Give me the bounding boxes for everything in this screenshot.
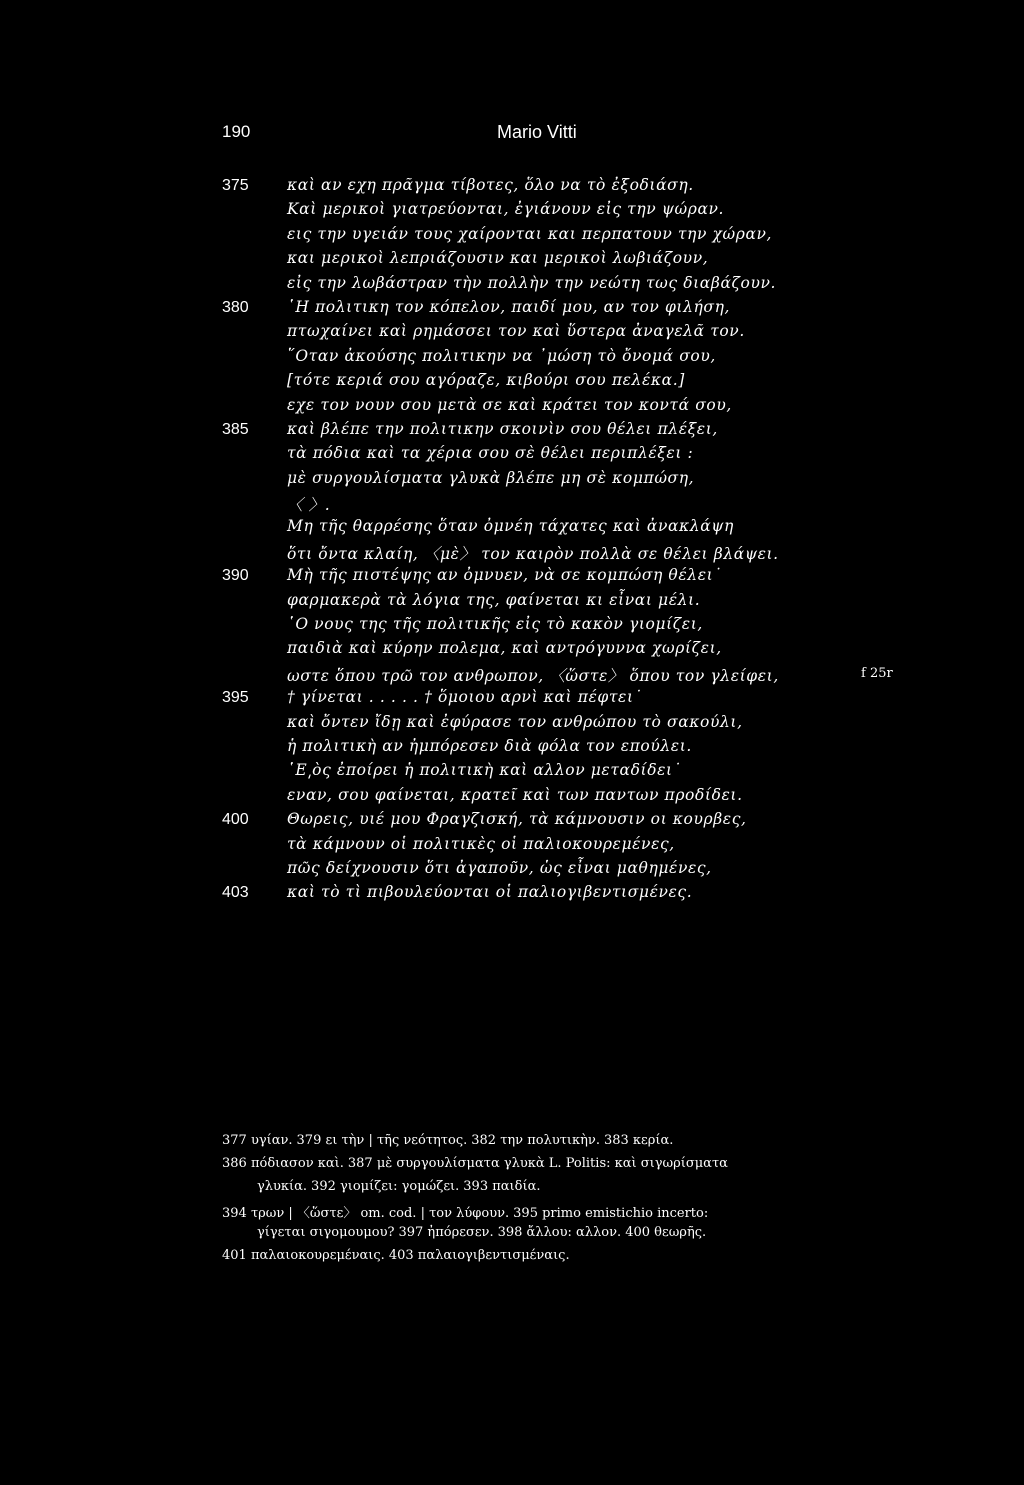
verse-text: εἰς την λωβάστραν τὴν πολλὴν την νεώτη τως διαβάζουν. — [287, 273, 777, 292]
verse-text: Θωρεις, υιέ μου Φραγζισκή, τὰ κάμνουσιν οι κουρβες, — [287, 810, 747, 829]
line-number: 385 — [222, 420, 249, 438]
verse-line — [0, 591, 1024, 615]
verse-text: καὶ αν εχη πρᾶγμα τίβοτες, ὅλο να τὸ ἐξοδιάση. — [287, 176, 694, 194]
verse-line — [0, 469, 1024, 493]
apparatus-entry: γλυκία. — [257, 1179, 308, 1194]
verse-text: ῾Η πολιτικη τον κόπελον, παιδί μου, αν τον φιλήση, — [287, 297, 730, 316]
verse-text: μὲ συργουλίσματα γλυκὰ βλέπε μη σὲ κομπώση, — [287, 468, 695, 487]
verse-line — [0, 200, 1024, 224]
verse-line — [0, 883, 1024, 907]
apparatus-entry: 403 παλαιογιβεντισμέναις. — [388, 1248, 570, 1263]
folio-marker: f 25r — [861, 665, 893, 681]
verse-text: καὶ ὄντεν ἴδῃ καὶ ἐφύρασε τον ανθρώπου τὸ σακούλι, — [287, 712, 743, 731]
apparatus-entry: 382 την πολυτικὴν. — [471, 1133, 600, 1148]
apparatus-entry: 387 μὲ συργουλίσματα γλυκὰ L. Politis: καὶ σιγωρίσματα — [347, 1156, 728, 1171]
verse-line — [0, 786, 1024, 810]
apparatus-entry: 392 γιομίζει: γομώζει. — [311, 1179, 460, 1194]
verse-text: ωστε ὅπου τρῶ τον ανθρωπον, 〈ὥστε〉 ὅπου τον γλείφει, — [287, 666, 779, 685]
verse-line — [0, 566, 1024, 590]
verse-line — [0, 444, 1024, 468]
verse-text: τὰ πόδια καὶ τα χέρια σου σὲ θέλει περιπλέξει : — [287, 444, 694, 463]
verse-line — [0, 225, 1024, 249]
apparatus-line — [222, 1202, 882, 1225]
line-number: 375 — [222, 177, 249, 194]
poem-text — [0, 176, 1024, 908]
verse-line — [0, 713, 1024, 737]
verse-line — [0, 810, 1024, 834]
verse-line — [0, 347, 1024, 371]
verse-line — [0, 835, 1024, 859]
verse-text: καὶ βλέπε την πολιτικην σκοινὶν σου θέλει πλέξει, — [287, 419, 718, 438]
line-number: 395 — [222, 689, 249, 707]
verse-text: εις την υγειάν τους χαίρονται και περπατουν την χώραν, — [287, 224, 773, 243]
verse-line — [0, 274, 1024, 298]
line-number: 400 — [222, 811, 249, 829]
verse-line — [0, 420, 1024, 444]
verse-text: ἡ πολιτικὴ αν ἠμπόρεσεν διὰ φόλα τον επούλει. — [287, 736, 692, 755]
line-number: 380 — [222, 298, 249, 316]
verse-text: [τότε κεριά σου αγόραζε, κιβούρι σου πελέκα.] — [287, 371, 685, 390]
verse-text: Μη τῆς θαρρέσης ὅταν ὀμνέη τάχατες καὶ ἀνακλάψη — [287, 517, 734, 536]
verse-line — [0, 371, 1024, 395]
verse-line — [0, 615, 1024, 639]
line-number: 403 — [222, 884, 249, 902]
running-title: Mario Vitti — [497, 122, 577, 142]
apparatus-entry: 398 ἄλλου: αλλον. — [497, 1225, 622, 1240]
apparatus-entry: 393 παιδία. — [463, 1179, 541, 1194]
apparatus-entry: 379 ει τὴν | τῆς νεότητος. — [296, 1133, 468, 1148]
verse-line — [0, 639, 1024, 663]
verse-line — [0, 859, 1024, 883]
apparatus-entry: 377 υγίαν. — [222, 1133, 293, 1148]
verse-line — [0, 322, 1024, 346]
verse-line — [0, 688, 1024, 712]
verse-text: Μὴ τῆς πιστέψης αν ὀμνυεν, νὰ σε κομπώση θέλει˙ — [287, 566, 722, 585]
verse-text: φαρμακερὰ τὰ λόγια της, φαίνεται κι εἶναι μέλι. — [287, 590, 701, 609]
verse-line — [0, 298, 1024, 322]
verse-line — [0, 761, 1024, 785]
apparatus-line — [222, 1156, 882, 1179]
page-number: 190 — [222, 122, 251, 141]
verse-text: καὶ τὸ τὶ πιβουλεύονται οἱ παλιογιβεντισμένες. — [287, 883, 693, 902]
apparatus-entry: γίγεται σιγομουμου? — [257, 1225, 395, 1240]
apparatus-entry: 383 κερία. — [603, 1133, 674, 1148]
verse-text: παιδιὰ καὶ κύρην πολεμα, καὶ αντρόγυννα χωρίζει, — [287, 639, 722, 658]
line-number: 390 — [222, 567, 249, 585]
apparatus-entry: 397 ἠπόρεσεν. — [398, 1225, 494, 1240]
verse-text: ῾Ο νους της τῆς πολιτικῆς εἰς τὸ κακὸν γιομίζει, — [287, 615, 703, 634]
critical-apparatus — [222, 1133, 882, 1271]
verse-text: † γίνεται . . . . . † ὅμοιου αρνὶ καὶ πέφτει˙ — [287, 688, 642, 707]
verse-line — [0, 176, 1024, 200]
verse-text: πτωχαίνει καὶ ρημάσσει τον καὶ ὕστερα ἀναγελᾶ τον. — [287, 322, 745, 341]
apparatus-line — [222, 1179, 882, 1202]
verse-text: πῶς δείχνουσιν ὅτι ἀγαποῦν, ὡς εἶναι μαθημένες, — [287, 858, 712, 877]
verse-line — [0, 542, 1024, 566]
apparatus-line — [222, 1248, 882, 1271]
apparatus-line — [222, 1133, 882, 1156]
verse-text: εναν, σου φαίνεται, κρατεῖ καὶ των παντων προδίδει. — [287, 785, 743, 804]
verse-line — [0, 249, 1024, 273]
verse-text: τὰ κάμνουν οἱ πολιτικὲς οἱ παλιοκουρεμένες, — [287, 834, 675, 853]
verse-line — [0, 517, 1024, 541]
verse-text: 〈 〉. — [287, 496, 331, 515]
verse-text: ῞Οταν ἀκούσης πολιτικην να ᾿μώση τὸ ὄνομά σου, — [287, 346, 716, 365]
verse-text: εχε τον νουν σου μετὰ σε καὶ κράτει τον κοντά σου, — [287, 395, 732, 414]
apparatus-entry: 401 παλαιοκουρεμέναις. — [222, 1248, 385, 1263]
verse-text: Καὶ μερικοὶ γιατρεύονται, ἐγιάνουν εἰς την ψώραν. — [287, 200, 725, 219]
apparatus-entry: 386 πόδιασον καὶ. — [222, 1156, 344, 1171]
verse-text: ὅτι ὄντα κλαίη, 〈μὲ〉 τον καιρὸν πολλὰ σε θέλει βλάψει. — [287, 544, 779, 563]
apparatus-entry: 400 θεωρῆς. — [625, 1225, 707, 1240]
verse-line — [0, 396, 1024, 420]
verse-text: ῾Ε͵ὸς ἐποίρει ἡ πολιτικὴ καὶ αλλον μεταδίδει˙ — [287, 761, 682, 780]
apparatus-line — [222, 1225, 882, 1248]
apparatus-entry: 395 primo emistichio incerto: — [513, 1206, 709, 1221]
verse-text: και μερικοὶ λεπριάζουσιν και μερικοὶ λωβιάζουν, — [287, 249, 709, 268]
verse-line — [0, 737, 1024, 761]
apparatus-entry: 394 τρων | 〈ὥστε〉 om. cod. | τον λύφουν. — [222, 1206, 510, 1221]
verse-line — [0, 664, 1024, 688]
verse-line — [0, 493, 1024, 517]
